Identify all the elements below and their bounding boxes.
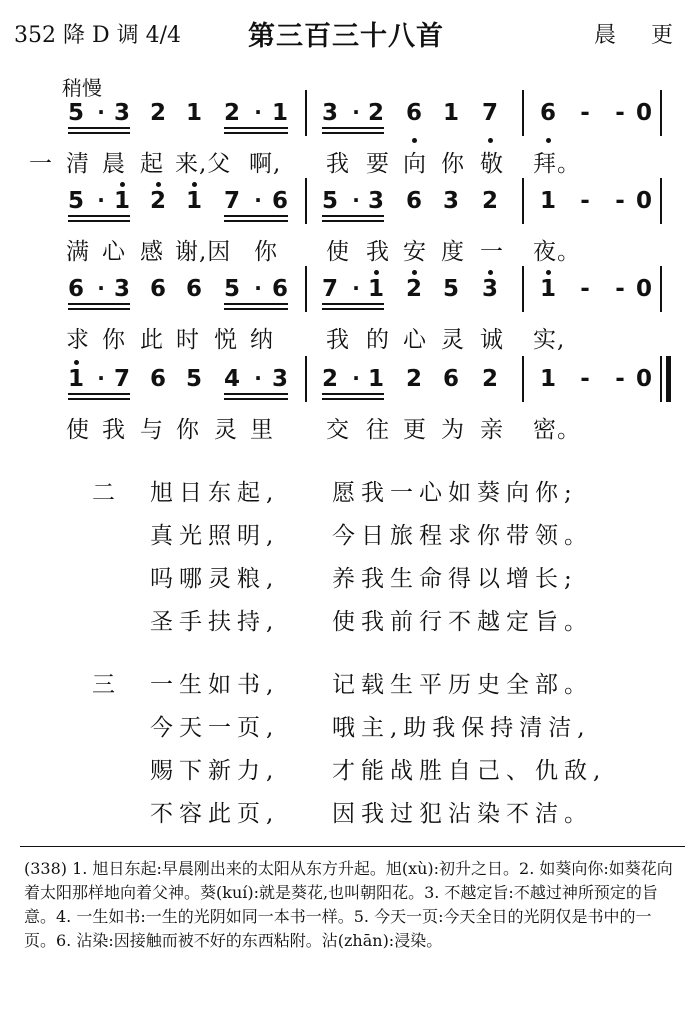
note-number: 3 — [271, 366, 288, 392]
barline — [305, 178, 307, 224]
octave-up-dot — [156, 182, 161, 187]
note-number: 1 — [271, 100, 288, 126]
note-number: 1 — [442, 100, 459, 126]
dash-hold: - — [580, 188, 590, 214]
score-line — [0, 276, 700, 322]
verse-line: 记载生平历史全部。 — [332, 672, 593, 698]
lyric-syllable: 求 — [66, 327, 90, 353]
note-number: 3 — [113, 276, 130, 302]
octave-up-dot — [74, 360, 79, 365]
note-number: 7 — [223, 188, 240, 214]
beat-underline — [224, 308, 288, 310]
lyric-syllable: 你 — [441, 151, 465, 177]
beat-underline — [322, 215, 384, 217]
note-number: 4 — [223, 366, 240, 392]
verse-line: 真光照明, — [150, 523, 280, 549]
octave-up-dot — [546, 270, 551, 275]
octave-up-dot — [412, 270, 417, 275]
note-number: 3 — [321, 100, 338, 126]
lyric-syllable: 密。 — [533, 417, 581, 443]
verse-line: 今日旅程求你带领。 — [332, 523, 593, 549]
note-number: 1 — [539, 188, 556, 214]
augmentation-dot: · — [352, 100, 360, 124]
lyric-syllable: 啊, — [249, 151, 282, 177]
lyric-syllable: 感 — [140, 239, 164, 265]
octave-up-dot — [192, 182, 197, 187]
lyric-syllable: 度 — [441, 239, 465, 265]
beat-underline — [224, 303, 288, 305]
lyric-syllable: 谢,因 — [175, 239, 232, 265]
note-number: 6 — [539, 100, 556, 126]
dash-hold: - — [615, 276, 625, 302]
beat-underline — [68, 393, 130, 395]
note-number: 1 — [67, 366, 84, 392]
lyric-syllable: 我 — [326, 151, 350, 177]
augmentation-dot: · — [97, 366, 105, 390]
lyric-syllable: 的 — [366, 327, 390, 353]
lyric-syllable: 敬 — [480, 151, 504, 177]
verse-line: 赐下新力, — [150, 758, 280, 784]
barline — [660, 356, 662, 402]
lyric-syllable: 来,父 — [175, 151, 232, 177]
verse-line: 旭日东起, — [150, 480, 280, 506]
note-number: 3 — [481, 276, 498, 302]
augmentation-dot: · — [97, 100, 105, 124]
barline — [305, 356, 307, 402]
beat-underline — [224, 398, 288, 400]
lyric-syllable: 我 — [326, 327, 350, 353]
note-number: 2 — [149, 100, 166, 126]
lyric-line — [0, 321, 700, 351]
lyric-syllable: 纳 — [250, 327, 274, 353]
note-number: 6 — [149, 366, 166, 392]
lyric-syllable: 清 — [66, 151, 90, 177]
octave-down-dot — [412, 138, 417, 143]
hymn-title: 第三百三十八首 — [248, 21, 444, 52]
beat-underline — [68, 132, 130, 134]
barline — [305, 90, 307, 136]
verse-line: 因我过犯沾染不洁。 — [332, 801, 593, 827]
beat-underline — [224, 132, 288, 134]
beat-underline — [322, 308, 384, 310]
hymn-author: 晨 更 — [594, 23, 687, 48]
verse-line: 圣手扶持, — [150, 609, 280, 635]
verse-line: 今天一页, — [150, 715, 280, 741]
lyric-syllable: 使 — [66, 417, 90, 443]
note-number: 2 — [405, 276, 422, 302]
lyric-line — [0, 145, 700, 175]
verse-line: 吗哪灵粮, — [150, 566, 280, 592]
note-number: 2 — [321, 366, 338, 392]
lyric-syllable: 时 — [176, 327, 200, 353]
note-number: 1 — [367, 366, 384, 392]
lyric-syllable: 与 — [140, 417, 164, 443]
beat-underline — [68, 398, 130, 400]
barline — [522, 266, 524, 312]
beat-underline — [68, 308, 130, 310]
note-number: 1 — [185, 100, 202, 126]
verse-line: 使我前行不越定旨。 — [332, 609, 593, 635]
dash-hold: - — [615, 100, 625, 126]
lyric-syllable: 一 — [480, 239, 504, 265]
note-number: 2 — [405, 366, 422, 392]
lyric-syllable: 灵 — [441, 327, 465, 353]
lyric-syllable: 拜。 — [533, 151, 581, 177]
lyric-syllable: 我 — [102, 417, 126, 443]
beat-underline — [68, 215, 130, 217]
dash-hold: - — [615, 366, 625, 392]
lyric-syllable: 里 — [250, 417, 274, 443]
note-number: 1 — [539, 276, 556, 302]
barline — [660, 266, 662, 312]
lyric-syllable: 更 — [403, 417, 427, 443]
lyric-syllable: 我 — [366, 239, 390, 265]
verse-number: 一 — [29, 151, 53, 177]
lyric-syllable: 你 — [176, 417, 200, 443]
beat-underline — [322, 398, 384, 400]
note-number: 2 — [223, 100, 240, 126]
lyric-line — [0, 411, 700, 441]
lyric-syllable: 心 — [102, 239, 126, 265]
augmentation-dot: · — [352, 276, 360, 300]
lyric-syllable: 使 — [326, 239, 350, 265]
beat-underline — [322, 393, 384, 395]
lyric-syllable: 起 — [140, 151, 164, 177]
beat-underline — [322, 303, 384, 305]
note-number: 5 — [67, 188, 84, 214]
lyric-syllable: 为 — [441, 417, 465, 443]
note-number: 2 — [481, 366, 498, 392]
augmentation-dot: · — [97, 276, 105, 300]
beat-underline — [68, 220, 130, 222]
note-number: 5 — [185, 366, 202, 392]
lyric-syllable: 要 — [366, 151, 390, 177]
note-number: 5 — [321, 188, 338, 214]
lyric-syllable: 你 — [102, 327, 126, 353]
note-number: 5 — [442, 276, 459, 302]
augmentation-dot: · — [352, 188, 360, 212]
octave-up-dot — [120, 182, 125, 187]
note-number: 0 — [635, 276, 652, 302]
lyric-syllable: 诚 — [480, 327, 504, 353]
barline — [305, 266, 307, 312]
verse-number: 二 — [92, 480, 115, 506]
note-number: 0 — [635, 100, 652, 126]
beat-underline — [224, 393, 288, 395]
augmentation-dot: · — [254, 366, 262, 390]
beat-underline — [68, 303, 130, 305]
note-number: 7 — [481, 100, 498, 126]
note-number: 0 — [635, 188, 652, 214]
augmentation-dot: · — [97, 188, 105, 212]
verse-line: 不容此页, — [150, 801, 280, 827]
note-number: 6 — [271, 188, 288, 214]
beat-underline — [322, 220, 384, 222]
score-line — [0, 366, 700, 412]
note-number: 3 — [367, 188, 384, 214]
final-barline — [666, 356, 671, 402]
lyric-syllable: 晨 — [102, 151, 126, 177]
augmentation-dot: · — [254, 188, 262, 212]
verse-line: 愿我一心如葵向你; — [332, 480, 578, 506]
lyric-syllable: 此 — [140, 327, 164, 353]
note-number: 2 — [367, 100, 384, 126]
tempo-marking: 稍慢 — [62, 76, 102, 100]
verse-line: 才能战胜自己、仇敌, — [332, 758, 607, 784]
beat-underline — [322, 132, 384, 134]
note-number: 1 — [185, 188, 202, 214]
note-number: 6 — [442, 366, 459, 392]
lyric-syllable: 亲 — [480, 417, 504, 443]
beat-underline — [224, 215, 288, 217]
beat-underline — [322, 127, 384, 129]
augmentation-dot: · — [254, 276, 262, 300]
note-number: 0 — [635, 366, 652, 392]
note-number: 6 — [271, 276, 288, 302]
note-number: 2 — [149, 188, 166, 214]
barline — [522, 178, 524, 224]
barline — [660, 178, 662, 224]
note-number: 6 — [405, 100, 422, 126]
lyric-syllable: 交 — [326, 417, 350, 443]
note-number: 5 — [223, 276, 240, 302]
octave-down-dot — [546, 138, 551, 143]
note-number: 2 — [481, 188, 498, 214]
lyric-syllable: 往 — [366, 417, 390, 443]
lyric-syllable: 夜。 — [533, 239, 581, 265]
note-number: 7 — [321, 276, 338, 302]
lyric-syllable: 安 — [403, 239, 427, 265]
barline — [522, 356, 524, 402]
note-number: 1 — [539, 366, 556, 392]
note-number: 5 — [67, 100, 84, 126]
lyric-line — [0, 233, 700, 263]
lyric-syllable: 实, — [533, 327, 566, 353]
note-number: 7 — [113, 366, 130, 392]
octave-up-dot — [374, 270, 379, 275]
dash-hold: - — [580, 276, 590, 302]
note-number: 6 — [185, 276, 202, 302]
lyric-syllable: 满 — [66, 239, 90, 265]
barline — [522, 90, 524, 136]
verse-line: 养我生命得以增长; — [332, 566, 578, 592]
note-number: 1 — [367, 276, 384, 302]
footnote-divider — [20, 846, 685, 847]
barline — [660, 90, 662, 136]
dash-hold: - — [580, 100, 590, 126]
beat-underline — [224, 220, 288, 222]
lyric-syllable: 悦 — [214, 327, 238, 353]
note-number: 6 — [149, 276, 166, 302]
footnote: (338) 1. 旭日东起:早晨刚出来的太阳从东方升起。旭(xù):初升之日。2. 如葵向你:如葵花向着太阳那样地向着父神。葵(kuí):就是葵花,也叫朝阳花。3. 不越定旨:不越过神所预定的旨意。4. 一生如书:一生的光阴如同一本书一样。5. 今天一页:今天全日的光阴仅是书中的一页。6. 沾染:因接触而被不好的东西粘附。沾(zhān):浸染。 — [24, 859, 673, 950]
score-line — [0, 100, 700, 146]
note-number: 1 — [113, 188, 130, 214]
augmentation-dot: · — [352, 366, 360, 390]
dash-hold: - — [615, 188, 625, 214]
hymn-number-key: 352 降 D 调 4/4 — [14, 23, 182, 48]
note-number: 3 — [113, 100, 130, 126]
beat-underline — [224, 127, 288, 129]
note-number: 6 — [405, 188, 422, 214]
note-number: 3 — [442, 188, 459, 214]
lyric-syllable: 向 — [403, 151, 427, 177]
dash-hold: - — [580, 366, 590, 392]
verse-line: 哦主,助我保持清洁, — [332, 715, 591, 741]
verse-line: 一生如书, — [150, 672, 280, 698]
beat-underline — [68, 127, 130, 129]
verse-number: 三 — [92, 672, 115, 698]
octave-down-dot — [488, 138, 493, 143]
lyric-syllable: 你 — [254, 239, 278, 265]
lyric-syllable: 灵 — [214, 417, 238, 443]
score-line — [0, 188, 700, 234]
octave-up-dot — [488, 270, 493, 275]
note-number: 6 — [67, 276, 84, 302]
lyric-syllable: 心 — [403, 327, 427, 353]
augmentation-dot: · — [254, 100, 262, 124]
